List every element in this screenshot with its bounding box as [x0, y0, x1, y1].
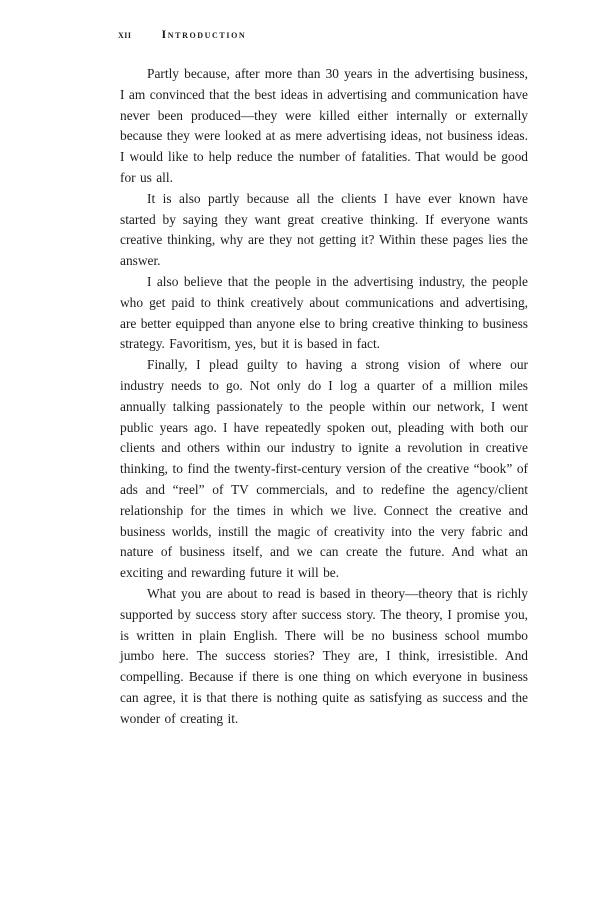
page-number: xii [118, 27, 132, 41]
paragraph: Partly because, after more than 30 years in the advertising business, I am convinced that the best ideas in advertising and communication have never been produced—they were killed either internally or externally because they were looked at as mere advertising ideas, not business ideas. I would like to help reduce the number of fatalities. That would be good for us all. [120, 66, 528, 185]
paragraph: It is also partly because all the clients I have ever known have started by saying they want great creative thinking. If everyone wants creative thinking, why are they not getting it? Within these pages lies the answer. [120, 190, 528, 269]
running-head: Introduction [161, 27, 247, 41]
paragraph: What you are about to read is based in theory—theory that is richly supported by success story after success story. The theory, I promise you, is written in plain English. There will be no business school mumbo jumbo here. The success stories? They are, I think, irresistible. And compelling. Because if there is one thing on which everyone in business can agree, it is that there is nothing quite as satisfying as success and the wonder of creating it. [120, 585, 528, 726]
text-block [120, 64, 528, 730]
paragraph: Finally, I plead guilty to having a strong vision of where our industry needs to go. Not only do I log a quarter of a million miles annually talking passionately to the people within our network, I went public years ago. I have repeatedly spoken out, pleading with both our clients and others within our industry to ignite a revolution in creative thinking, to find the twenty-first-century version of the creative “book” of ads and “reel” of TV commercials, and to redefine the agency/client relationship for the times in which we live. Connect the creative and business worlds, instill the magic of creativity into the very fabric and nature of business itself, and we can create the future. And what an exciting and rewarding future it will be. [120, 357, 528, 581]
paragraph: I also believe that the people in the advertising industry, the people who get paid to think creatively about communications and advertising, are better equipped than anyone else to bring creative thinking to business strategy. Favoritism, yes, but it is based in fact. [120, 273, 528, 352]
page-header [118, 27, 246, 42]
